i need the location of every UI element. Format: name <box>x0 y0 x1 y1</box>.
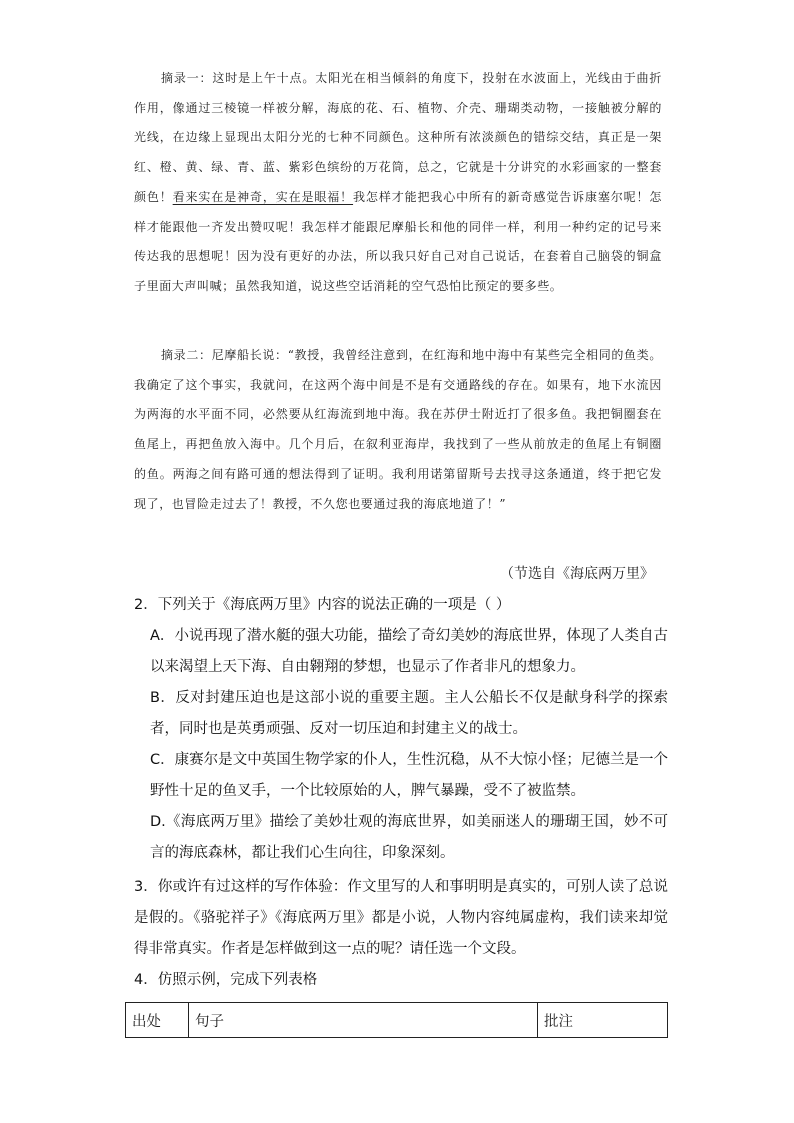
table-header-annotation: 批注 <box>538 1003 668 1038</box>
table-header-sentence: 句子 <box>189 1003 538 1038</box>
table-header-source: 出处 <box>126 1003 189 1038</box>
table-header-row <box>126 1003 668 1038</box>
excerpt-source: （节选自《海底两万里》 <box>500 566 654 582</box>
question-2-option-a[interactable]: A．小说再现了潜水艇的强大功能，描绘了奇幻美妙的海底世界，体现了人类自古以来渴望上天下海、自由翱翔的梦想，也显示了作者非凡的想象力。 <box>150 628 668 675</box>
question-4: 4．仿照示例，完成下列表格 <box>134 972 318 988</box>
excerpt-one-text-after: 我怎样才能把我心中所有的新奇感觉告诉康塞尔呢！怎样才能跟他一齐发出赞叹呢！我怎样才能跟尼摩船长和他的同伴一样，利用一种约定的记号来传达我的思想呢！因为没有更好的办法，所以我只好自己对自己说话，在套着自己脑袋的铜盒子里面大声叫喊；虽然我知道，说这些空话消耗的空气恐怕比预定的要多些。 <box>134 189 662 293</box>
question-2-stem: 2．下列关于《海底两万里》内容的说法正确的一项是（ ） <box>134 597 511 613</box>
excerpt-one <box>134 64 662 302</box>
question-3: 3．你或许有过这样的写作体验：作文里写的人和事明明是真实的，可别人读了总说是假的。《骆驼祥子》《海底两万里》都是小说，人物内容纯属虚构，我们读来却觉得非常真实。作者是怎样做到这一点的呢？请任选一个文段。 <box>134 879 668 957</box>
excerpt-one-underlined-sentence: 看来实在是神奇，实在是眼福！ <box>172 189 354 204</box>
annotation-table <box>125 1002 668 1038</box>
excerpt-one-text-before: 摘录一：这时是上午十点。太阳光在相当倾斜的角度下，投射在水波面上，光线由于曲折作用，像通过三棱镜一样被分解，海底的花、石、植物、介壳、珊瑚类动物，一接触被分解的光线，在边缘上显现出太阳分光的七种不同颜色。这种所有浓淡颜色的错综交结，真正是一架红、橙、黄、绿、青、蓝、紫彩色缤纷的万花筒，总之，它就是十分讲究的水彩画家的一整套颜色！ <box>134 71 662 204</box>
question-2-option-c[interactable]: C．康赛尔是文中英国生物学家的仆人，生性沉稳，从不大惊小怪；尼德兰是一个野性十足的鱼叉手，一个比较原始的人，脾气暴躁，受不了被监禁。 <box>150 752 668 799</box>
question-2-option-d[interactable]: D.《海底两万里》描绘了美妙壮观的海底世界，如美丽迷人的珊瑚王国，妙不可言的海底森林，都让我们心生向往，印象深刻。 <box>150 814 668 861</box>
question-2-option-b[interactable]: B．反对封建压迫也是这部小说的重要主题。主人公船长不仅是献身科学的探索者，同时也是英勇顽强、反对一切压迫和封建主义的战士。 <box>150 690 668 737</box>
excerpt-two: 摘录二：尼摩船长说：“教授，我曾经注意到，在红海和地中海中有某些完全相同的鱼类。我确定了这个事实，我就问，在这两个海中间是不是有交通路线的存在。如果有，地下水流因为两海的水平面不同，必然要从红海流到地中海。我在苏伊士附近打了很多鱼。我把铜圈套在鱼尾上，再把鱼放入海中。几个月后，在叙利亚海岸，我找到了一些从前放走的鱼尾上有铜圈的鱼。两海之间有路可通的想法得到了证明。我利用诺第留斯号去找寻这条通道，终于把它发现了，也冒险走过去了！教授，不久您也要通过我的海底地道了！” <box>134 348 662 511</box>
